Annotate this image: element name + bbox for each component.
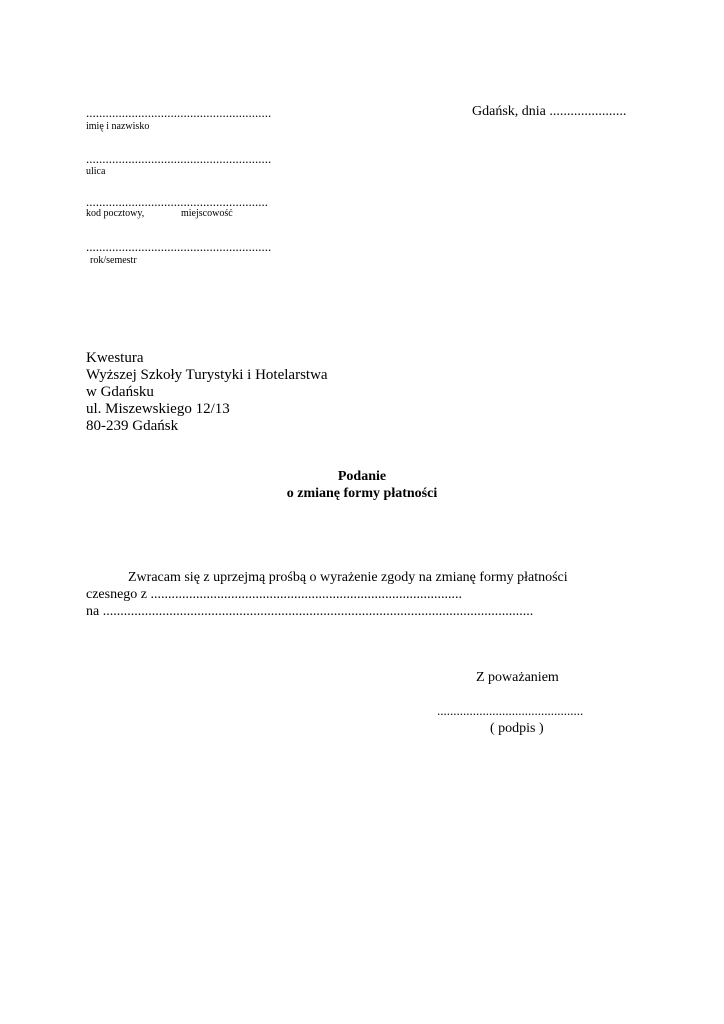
document-title: Podanie [337,469,387,484]
recipient-line-2: Wyższej Szkoły Turystyki i Hotelarstwa [86,367,328,383]
recipient-line-3: w Gdańsku [86,384,154,400]
year-line: ......................................................... [86,239,272,254]
document-subtitle: o zmianę formy płatności [286,486,438,501]
name-line: ......................................................... [86,105,272,120]
body-line-1: Zwracam się z uprzejmą prośbą o wyrażenie zgody na zmianę formy płatności [128,570,568,585]
body-line-3: na ........................................................................................................................... [86,604,534,619]
recipient-line-4: ul. Miszewskiego 12/13 [86,401,230,417]
year-label: rok/semestr [90,255,137,266]
recipient-line-5: 80-239 Gdańsk [86,418,179,434]
street-line: ......................................................... [86,151,272,166]
street-label: ulica [86,166,106,177]
body-line-2: czesnego z ......................................................................................... [86,587,463,602]
city-label: miejscowość [181,208,233,219]
postal-label: kod pocztowy, [86,208,145,219]
postal-line: ........................................................ [86,194,268,209]
date-line: Gdańsk, dnia ...................... [472,104,627,119]
recipient-line-1: Kwestura [86,350,144,366]
name-label: imię i nazwisko [86,121,150,132]
signature-line: ............................................. [437,703,584,718]
signature-label: ( podpis ) [490,721,544,736]
closing-regards: Z poważaniem [476,670,559,685]
